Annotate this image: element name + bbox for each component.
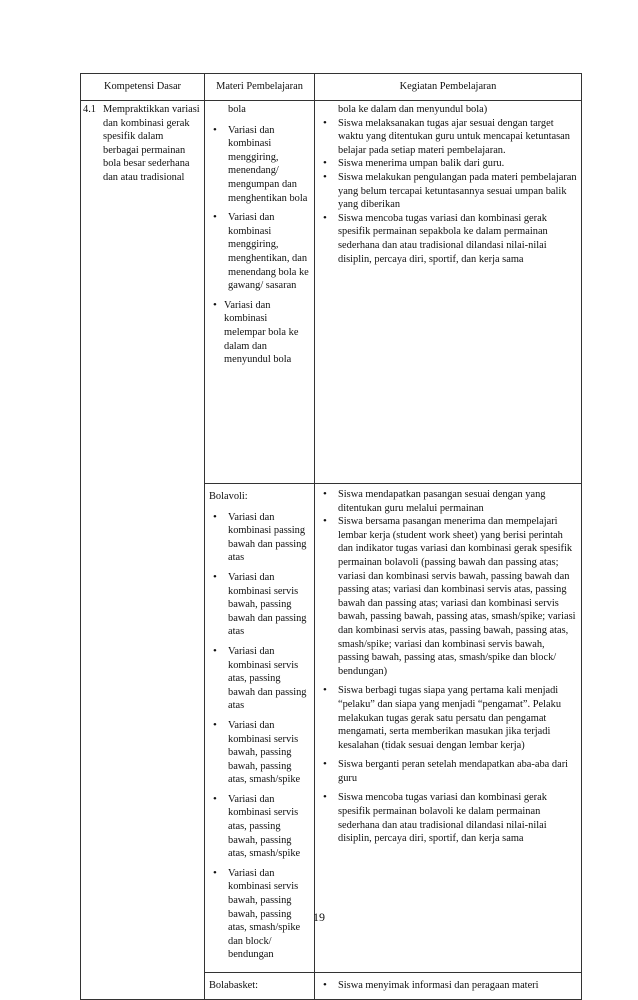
list-item: • Siswa melakukan pengulangan pada materi pembelajaran yang belum tercapai ketuntasannya sesuai umpan balik yang diberikan: [319, 171, 577, 212]
table-row: [81, 101, 582, 484]
list-item: • Siswa mendapatkan pasangan sesuai dengan yang ditentukan guru melalui permainan: [319, 488, 577, 515]
kegiatan-cell: [315, 484, 582, 973]
list-item: • Siswa menyimak informasi dan peragaan materi: [319, 979, 577, 993]
list-item: • Variasi dan kombinasi servis atas, passing bawah dan passing atas: [209, 645, 310, 713]
header-kegiatan-pembelajaran: Kegiatan Pembelajaran: [315, 74, 582, 101]
materi-cell: [205, 484, 315, 973]
list-item: • Variasi dan kombinasi passing bawah dan passing atas: [209, 511, 310, 565]
kegiatan-cell: [315, 973, 582, 1000]
section-title-bolabasket: Bolabasket:: [209, 980, 259, 991]
table-header-row: [81, 74, 582, 101]
kegiatan-continuation: bola ke dalam dan menyundul bola): [338, 104, 488, 115]
list-item: • Variasi dan kombinasi melempar bola ke dalam dan menyundul bola: [209, 299, 310, 367]
materi-continuation: bola: [228, 104, 246, 115]
list-item: • Siswa menerima umpan balik dari guru.: [319, 157, 577, 171]
learning-table: [80, 73, 582, 1000]
list-item: • Siswa berbagi tugas siapa yang pertama kali menjadi “pelaku” dan siapa yang menjadi “pengamat”. Pelaku melakukan tugas gerak satu persatu dan pengamat mengamati, serta memberikan masukan jika terjadi kesalahan (tidak sesuai dengan lembar kerja): [319, 684, 577, 752]
header-materi-pembelajaran: Materi Pembelajaran: [205, 74, 315, 101]
list-item: • Siswa mencoba tugas variasi dan kombinasi gerak spesifik permainan sepakbola ke dalam permainan sederhana dan atau tradisional dilandasi nilai-nilai disiplin, percaya diri, sportif, dan kerja sama: [319, 212, 577, 266]
list-item: • Siswa mencoba tugas variasi dan kombinasi gerak spesifik permainan bolavoli ke dalam permainan sederhana dan atau tradisional dilandasi nilai-nilai disiplin, percaya diri, sportif, dan kerja sama: [319, 791, 577, 845]
list-item: • Variasi dan kombinasi servis bawah, passing bawah, passing atas, smash/spike dan block/ bendungan: [209, 867, 310, 962]
section-title-bolavoli: Bolavoli:: [209, 491, 248, 502]
kompetensi-dasar-cell: [81, 101, 205, 1000]
materi-cell: [205, 973, 315, 1000]
list-item: • Variasi dan kombinasi servis bawah, passing bawah dan passing atas: [209, 571, 310, 639]
kd-text: Mempraktikkan variasi dan kombinasi gerak spesifik dalam berbagai permainan bola besar sederhana dan atau tradisional: [103, 104, 200, 183]
list-item: • Variasi dan kombinasi servis atas, passing bawah, passing atas, smash/spike: [209, 793, 310, 861]
kegiatan-cell: [315, 101, 582, 484]
page-number: 19: [313, 910, 325, 924]
list-item: • Variasi dan kombinasi menggiring, menghentikan, dan menendang bola ke gawang/ sasaran: [209, 211, 310, 293]
list-item: • Siswa bersama pasangan menerima dan mempelajari lembar kerja (student work sheet) yang berisi perintah dan indikator tugas variasi dan kombinasi gerak spesifik permainan bolavoli (passing bawah dan passing atas; variasi dan kombinasi servis bawah, passing bawah dan passing atas; variasi dan kombinasi servis atas, passing bawah dan passing atas; variasi dan kombinasi servis bawah, passing bawah, passing atas, smash/spike; variasi dan kombinasi servis atas, passing bawah, passing atas, smash/spike; variasi dan kombinasi servis bawah, passing bawah, passing atas, smash/spike dan block/ bendungan): [319, 515, 577, 678]
list-item: • Variasi dan kombinasi servis bawah, passing bawah, passing atas, smash/spike: [209, 719, 310, 787]
kd-number: 4.1: [83, 104, 96, 115]
list-item: • Siswa berganti peran setelah mendapatkan aba-aba dari guru: [319, 758, 577, 785]
header-kompetensi-dasar: Kompetensi Dasar: [81, 74, 205, 101]
list-item: • Variasi dan kombinasi menggiring, menendang/ mengumpan dan menghentikan bola: [209, 124, 310, 206]
list-item: • Siswa melaksanakan tugas ajar sesuai dengan target waktu yang ditentukan guru untuk mencapai ketuntasan belajar pada setiap materi pembelajaran.: [319, 117, 577, 158]
materi-cell: [205, 101, 315, 484]
